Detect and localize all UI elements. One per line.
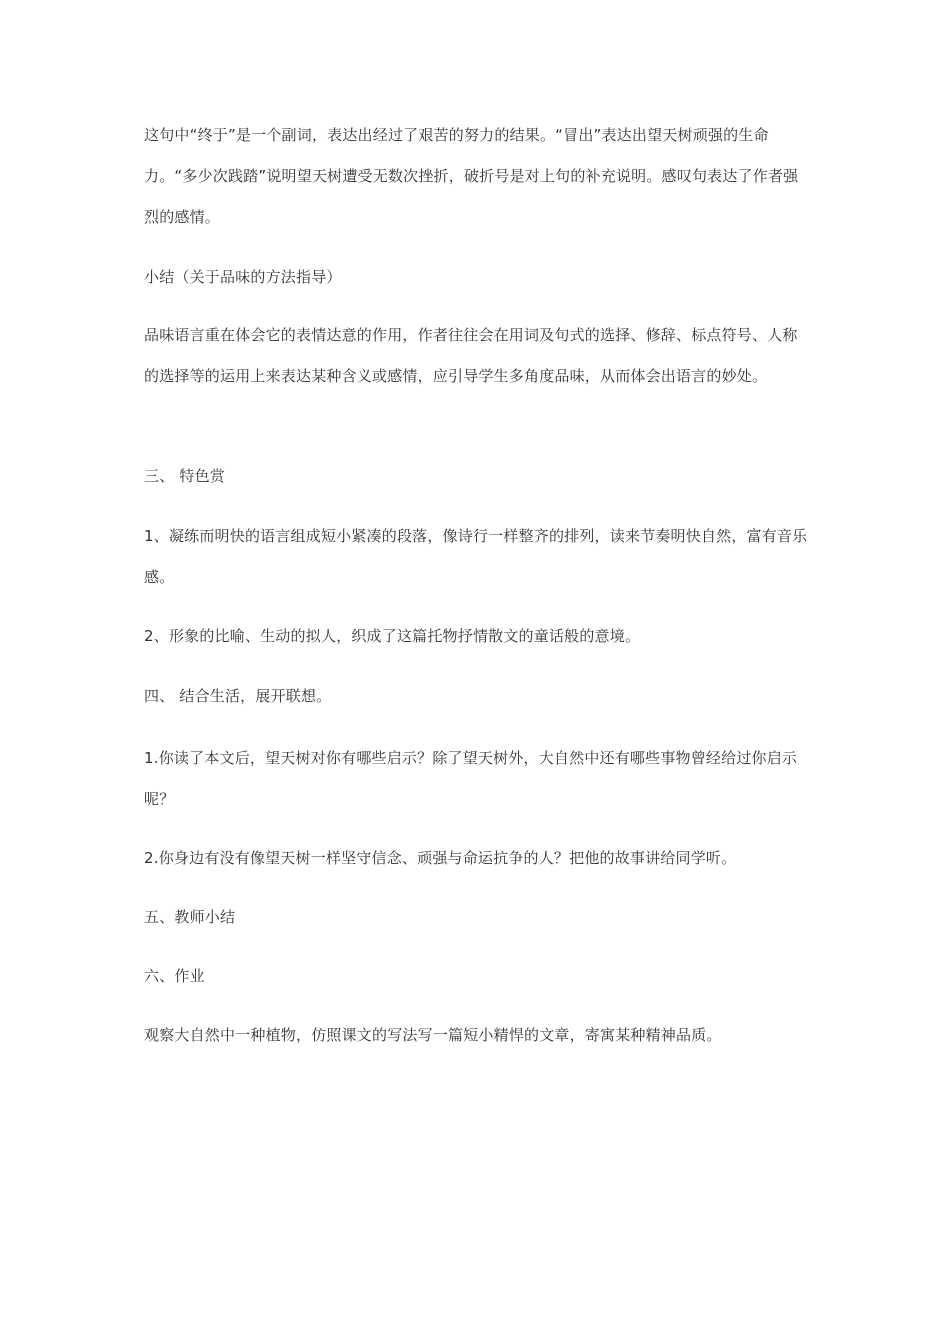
section-heading-teacher-summary: 五、教师小结 [144,908,236,926]
section-heading-association: 四、 结合生活，展开联想。 [144,687,332,705]
homework-text: 观察大自然中一种植物，仿照课文的写法写一篇短小精悍的文章，寄寓某种精神品质。 [144,1026,722,1044]
question-item-2: 2.你身边有没有像望天树一样坚守信念、顽强与命运抗争的人？把他的故事讲给同学听。 [144,849,737,867]
summary-heading: 小结（关于品味的方法指导） [144,268,342,286]
feature-item-2: 2、形象的比喻、生动的拟人，织成了这篇托物抒情散文的童话般的意境。 [144,627,641,645]
section-heading-features: 三、 特色赏 [144,467,225,485]
feature-item-1: 1、凝练而明快的语言组成短小紧凑的段落，像诗行一样整齐的排列，读来节奏明快自然，富有音乐感。 [144,527,808,586]
question-item-1: 1.你读了本文后，望天树对你有哪些启示？除了望天树外，大自然中还有哪些事物曾经给过你启示呢？ [144,749,798,808]
paragraph-analysis: 这句中“终于”是一个副词，表达出经过了艰苦的努力的结果。“冒出”表达出望天树顽强的生命力。“多少次践踏”说明望天树遭受无数次挫折，破折号是对上句的补充说明。感叹句表达了作者强烈的感情。 [144,126,799,226]
paragraph-method-guide: 品味语言重在体会它的表情达意的作用，作者往往会在用词及句式的选择、修辞、标点符号、人称的选择等的运用上来表达某种含义或感情，应引导学生多角度品味，从而体会出语言的妙处。 [144,326,798,385]
section-heading-homework: 六、作业 [144,967,205,985]
